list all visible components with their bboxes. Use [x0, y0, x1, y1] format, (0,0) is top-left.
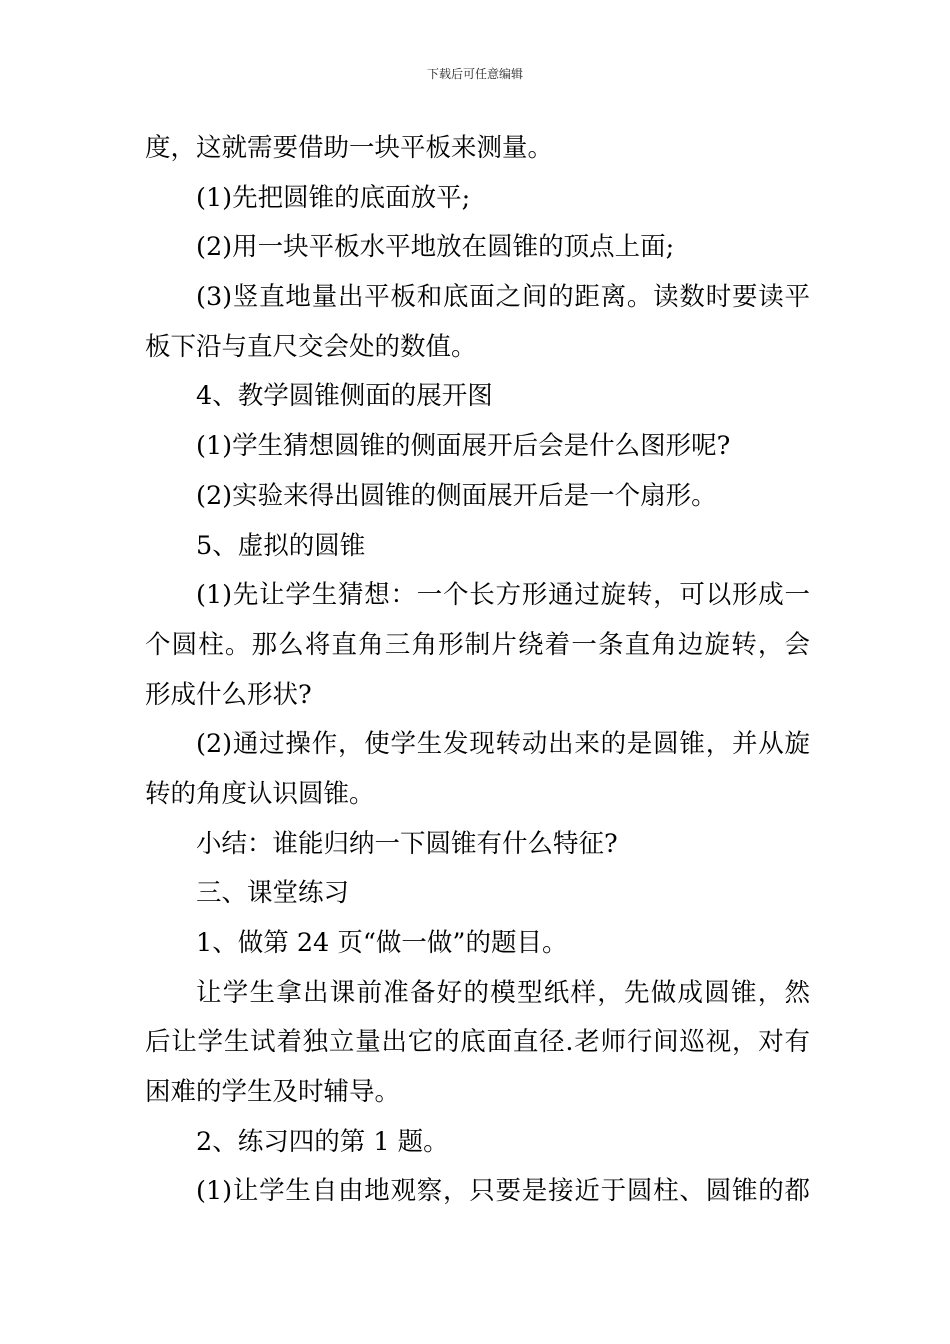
text-line: (2)实验来得出圆锥的侧面展开后是一个扇形。 — [196, 480, 717, 511]
page-header: 下载后可任意编辑 — [426, 67, 523, 81]
text-line: 个圆柱。那么将直角三角形制片绕着一条直角边旋转，会 — [145, 629, 810, 660]
text-line: 5、虚拟的圆锥 — [196, 530, 366, 561]
text-line: (1)先把圆锥的底面放平; — [196, 182, 471, 213]
text-line: 三、课堂练习 — [196, 878, 350, 909]
text-line: 让学生拿出课前准备好的模型纸样，先做成圆锥，然 — [196, 977, 810, 1008]
text-line: 4、教学圆锥侧面的展开图 — [196, 381, 493, 412]
text-line: 后让学生试着独立量出它的底面直径.老师行间巡视，对有 — [145, 1027, 810, 1058]
text-line: 困难的学生及时辅导。 — [145, 1077, 401, 1108]
text-line: 转的角度认识圆锥。 — [145, 778, 375, 809]
text-line: 1、做第 24 页“做一做”的题目。 — [196, 928, 568, 958]
text-line: 小结：谁能归纳一下圆锥有什么特征? — [196, 828, 618, 859]
text-line: 2、练习四的第 1 题。 — [196, 1126, 449, 1157]
text-line: (1)先让学生猜想：一个长方形通过旋转，可以形成一 — [196, 580, 810, 611]
document-body — [145, 124, 810, 1217]
text-line: 度，这就需要借助一块平板来测量。 — [145, 133, 554, 163]
text-line: (2)用一块平板水平地放在圆锥的顶点上面; — [196, 232, 675, 263]
text-line: 板下沿与直尺交会处的数值。 — [145, 331, 477, 362]
text-line: 形成什么形状? — [145, 679, 312, 710]
text-line: (1)让学生自由地观察，只要是接近于圆柱、圆锥的都 — [196, 1176, 810, 1207]
text-line: (2)通过操作，使学生发现转动出来的是圆锥，并从旋 — [196, 729, 810, 760]
text-line: (1)学生猜想圆锥的侧面展开后会是什么图形呢? — [196, 431, 731, 462]
text-line: (3)竖直地量出平板和底面之间的距离。读数时要读平 — [196, 282, 810, 313]
